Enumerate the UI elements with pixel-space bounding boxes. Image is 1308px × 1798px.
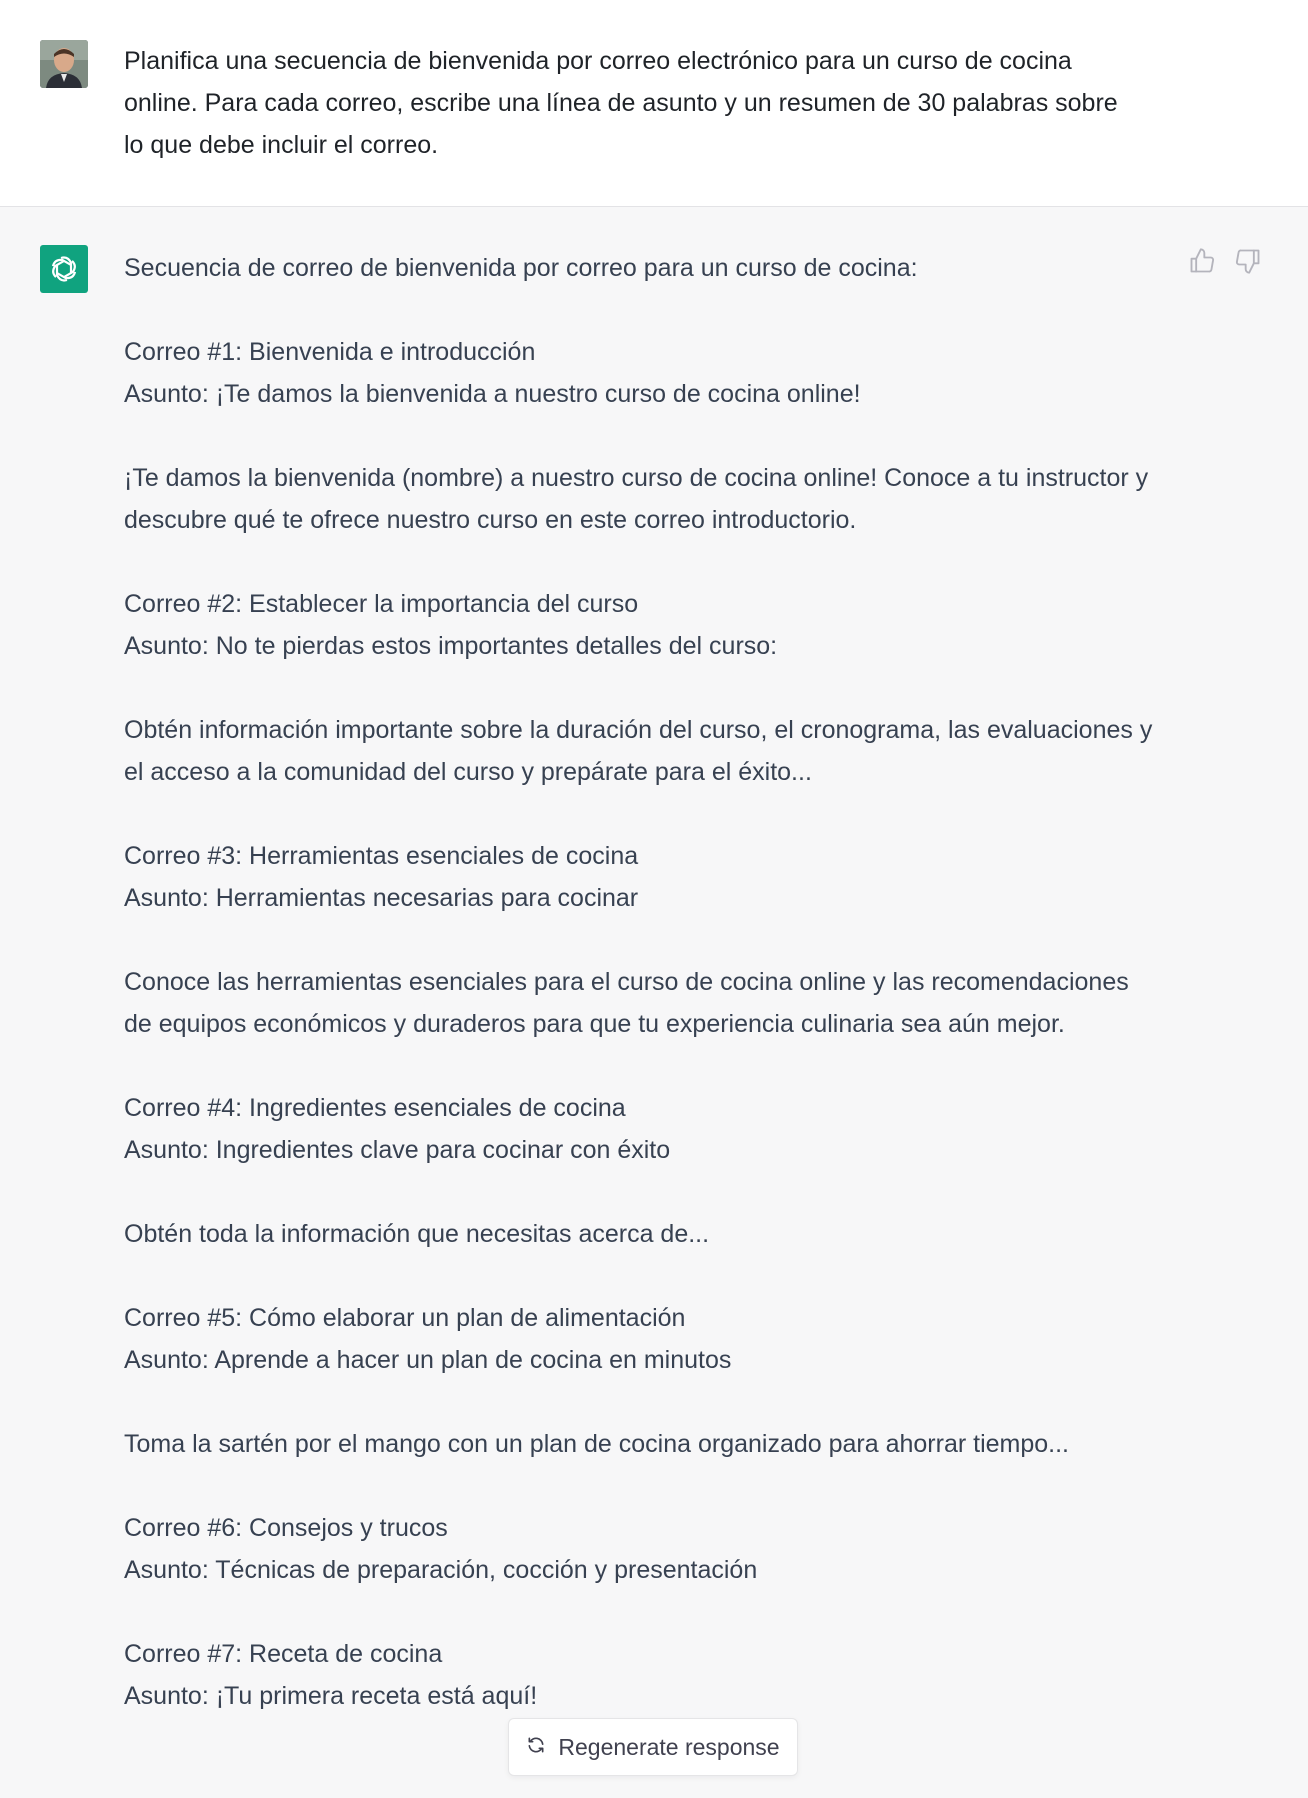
regenerate-response-button[interactable] (508, 1718, 798, 1776)
assistant-response (124, 247, 1154, 1717)
email-subject: Asunto: Herramientas necesarias para cocinar (124, 884, 639, 912)
email-subject: Asunto: ¡Te damos la bienvenida a nuestro curso de cocina online! (124, 380, 861, 408)
thumbs-up-icon[interactable] (1188, 247, 1216, 275)
email-title: Correo #4: Ingredientes esenciales de cocina (124, 1094, 626, 1122)
email-title: Correo #1: Bienvenida e introducción (124, 338, 536, 366)
email-title: Correo #5: Cómo elaborar un plan de alimentación (124, 1304, 686, 1332)
email-title: Correo #2: Establecer la importancia del curso (124, 590, 639, 618)
email-summary: Obtén toda la información que necesitas acerca de... (124, 1220, 710, 1248)
assistant-message (0, 207, 1308, 1798)
email-summary: Toma la sartén por el mango con un plan de cocina organizado para ahorrar tiempo... (124, 1430, 1070, 1458)
email-summary: Conoce las herramientas esenciales para el curso de cocina online y las recomendaciones de equipos económicos y duraderos para que tu experiencia culinaria sea aún mejor. (124, 968, 1129, 1038)
user-avatar (40, 40, 88, 88)
email-title: Correo #7: Receta de cocina (124, 1640, 443, 1668)
user-prompt-text: Planifica una secuencia de bienvenida por correo electrónico para un curso de cocina online. Para cada correo, escribe una línea de asunto y un resumen de 30 palabras sobre lo que debe incluir el correo. (124, 47, 1118, 159)
email-subject: Asunto: Técnicas de preparación, cocción y presentación (124, 1556, 758, 1584)
refresh-icon (526, 1734, 546, 1761)
email-summary: ¡Te damos la bienvenida (nombre) a nuestro curso de cocina online! Conoce a tu instructor y descubre qué te ofrece nuestro curso en este correo introductorio. (124, 464, 1149, 534)
email-summary: Obtén información importante sobre la duración del curso, el cronograma, las evaluaciones y el acceso a la comunidad del curso y prepárate para el éxito... (124, 716, 1153, 786)
thumbs-down-icon[interactable] (1234, 247, 1262, 275)
user-message (0, 0, 1308, 207)
email-title: Correo #3: Herramientas esenciales de cocina (124, 842, 639, 870)
regenerate-label: Regenerate response (558, 1733, 780, 1760)
email-title: Correo #6: Consejos y trucos (124, 1514, 448, 1542)
email-subject: Asunto: ¡Tu primera receta está aquí! (124, 1682, 538, 1710)
email-subject: Asunto: Aprende a hacer un plan de cocina en minutos (124, 1346, 732, 1374)
email-subject: Asunto: No te pierdas estos importantes detalles del curso: (124, 632, 778, 660)
response-intro: Secuencia de correo de bienvenida por correo para un curso de cocina: (124, 254, 918, 282)
openai-logo-icon (40, 245, 88, 293)
email-subject: Asunto: Ingredientes clave para cocinar con éxito (124, 1136, 671, 1164)
